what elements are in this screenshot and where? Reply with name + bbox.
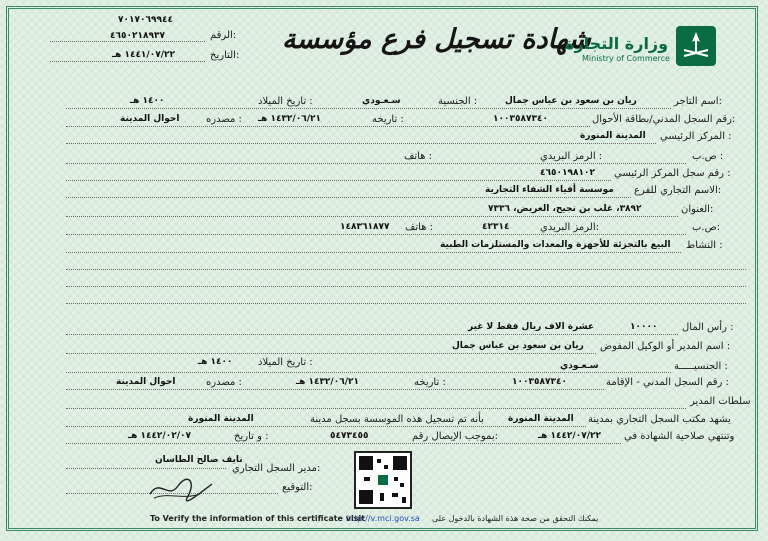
manager-label: اسم المدير أو الوكيل المفوض : xyxy=(600,341,731,352)
postal2-label: الرمز البريدي: xyxy=(540,222,599,233)
nationality2-value: سـعـودي xyxy=(560,361,599,371)
civil-date-label: تاريخه : xyxy=(372,114,404,125)
branch-name-label: الاسم التجاري للفرع: xyxy=(634,185,722,196)
residence-date-label: تاريخه : xyxy=(414,377,446,388)
certificate-title: شهادة تسجيل فرع مؤسسة xyxy=(282,24,591,55)
activity-label: النشاط : xyxy=(686,240,723,251)
dob-value: ١٤٠٠ هـ xyxy=(130,96,165,106)
manager-value: ريان بن سعود بن عباس جمال xyxy=(452,341,584,351)
residence-date-value: ١٤٣٢/٠٦/٢١ هـ xyxy=(296,377,359,387)
verify-text-en: To Verify the information of this certificate visit xyxy=(150,514,366,523)
phone2-label: هاتف : xyxy=(405,222,434,233)
nationality-label: الجنسية : xyxy=(438,96,478,107)
address-label: العنوان: xyxy=(681,204,714,215)
powers-label: سلطات المدير xyxy=(690,396,751,407)
signature-label: التوقيع: xyxy=(282,482,313,493)
pobox2-label: ص.ب: xyxy=(692,222,721,233)
civil-source-label: مصدره : xyxy=(206,114,242,125)
date-value: ١٤٤١/٠٧/٢٢ هـ xyxy=(112,50,175,60)
receipt-label: بموجب الإيصال رقم: xyxy=(412,431,498,442)
merchant-label: اسم التاجر: xyxy=(674,96,722,107)
residence-source-value: احوال المدينة xyxy=(116,377,176,387)
postal-label: الرمز البريدي : xyxy=(540,151,603,162)
attest-city2: المدينة المنورة xyxy=(188,414,254,424)
date-label: التاريخ: xyxy=(210,50,240,61)
capital-label: رأس المال : xyxy=(682,322,734,333)
dob2-value: ١٤٠٠ هـ xyxy=(198,357,233,367)
ministry-name-ar: وزارة التجارة xyxy=(565,34,669,53)
expiry-value: ١٤٤٢/٠٧/٢٢ هـ xyxy=(538,431,601,441)
ministry-emblem-icon xyxy=(676,26,716,66)
dob-label: تاريخ الميلاد : xyxy=(258,96,313,107)
residence-source-label: مصدره : xyxy=(206,377,242,388)
hq-label: المركز الرئيسي : xyxy=(660,131,732,142)
attest-prefix: يشهد مكتب السجل التجاري بمدينة xyxy=(588,414,731,425)
dob2-label: تاريخ الميلاد : xyxy=(258,357,313,368)
hq-value: المدينة المنورة xyxy=(580,131,646,141)
branch-name-value: موسسة أفياء الشفاء التجارية xyxy=(485,185,614,195)
address-value: ٣٨٩٢، غلب بن نجيح، العريض، ٧٣٣٦ xyxy=(488,204,642,214)
serial-number: ٧٠١٧٠٦٩٩٤٤ xyxy=(118,15,173,25)
nationality-value: سـعـودي xyxy=(362,96,401,106)
capital-words: عشرة الاف ريال فقط لا غير xyxy=(468,322,595,332)
capital-value: ١٠٠٠٠ xyxy=(630,322,658,332)
attest-city: المدينة المنورة xyxy=(508,414,574,424)
registrar-label: مدير السجل التجاري: xyxy=(232,463,321,474)
verify-text-ar: يمكنك التحقق من صحة هذة الشهادة بالدخول على xyxy=(432,514,599,523)
ministry-name-en: Ministry of Commerce xyxy=(582,54,670,63)
verification-qr-code xyxy=(354,451,412,509)
pobox-label: ص.ب : xyxy=(692,151,724,162)
expiry-label: وتنتهي صلاحية الشهادة في xyxy=(624,431,735,442)
receipt-value: ٥٤٧٣٤٥٥ xyxy=(330,431,369,441)
activity-value: البيع بالتجزئة للأجهزة والمعدات والمستلزمات الطبية xyxy=(440,240,671,250)
and-date-value: ١٤٤٢/٠٢/٠٧ هـ xyxy=(128,431,191,441)
civil-source-value: احوال المدينة xyxy=(120,114,180,124)
merchant-value: ريان بن سعود بن عباس جمال xyxy=(505,96,637,106)
nationality2-label: الجنسيـــــة : xyxy=(674,361,728,372)
civil-date-value: ١٤٣٢/٠٦/٢١ هـ xyxy=(258,114,321,124)
signature-mark xyxy=(148,476,214,506)
residence-label: رقم السجل المدني - الإقامة : xyxy=(606,377,729,388)
and-date-label: و تاريخ : xyxy=(234,431,269,442)
number-label: الرقم: xyxy=(210,30,237,41)
postal2-value: ٤٢٣١٤ xyxy=(482,222,510,232)
residence-value: ١٠٠٣٥٨٧٣٤٠ xyxy=(512,377,567,387)
hq-reg-value: ٤٦٥٠١٩٨١٠٢ xyxy=(540,168,595,178)
civil-id-label: رقم السجل المدني/بطاقة الأحوال: xyxy=(592,114,736,125)
phone-label: هاتف : xyxy=(404,151,433,162)
number-value: ٤٦٥٠٢١٨٩٣٧ xyxy=(110,31,165,41)
hq-reg-label: رقم سجل المركز الرئيسي : xyxy=(614,168,731,179)
phone2-value: ١٤٨٣٦١٨٧٧ xyxy=(340,222,390,232)
verify-link[interactable]: http://v.mci.gov.sa xyxy=(346,514,420,523)
civil-id-value: ١٠٠٣٥٨٧٣٤٠ xyxy=(493,114,548,124)
registrar-name: نايف صالح الطاسان xyxy=(155,455,243,465)
attest-middle: بأنه تم تسجيل هذه الموسسة بسجل مدينة xyxy=(310,414,484,425)
